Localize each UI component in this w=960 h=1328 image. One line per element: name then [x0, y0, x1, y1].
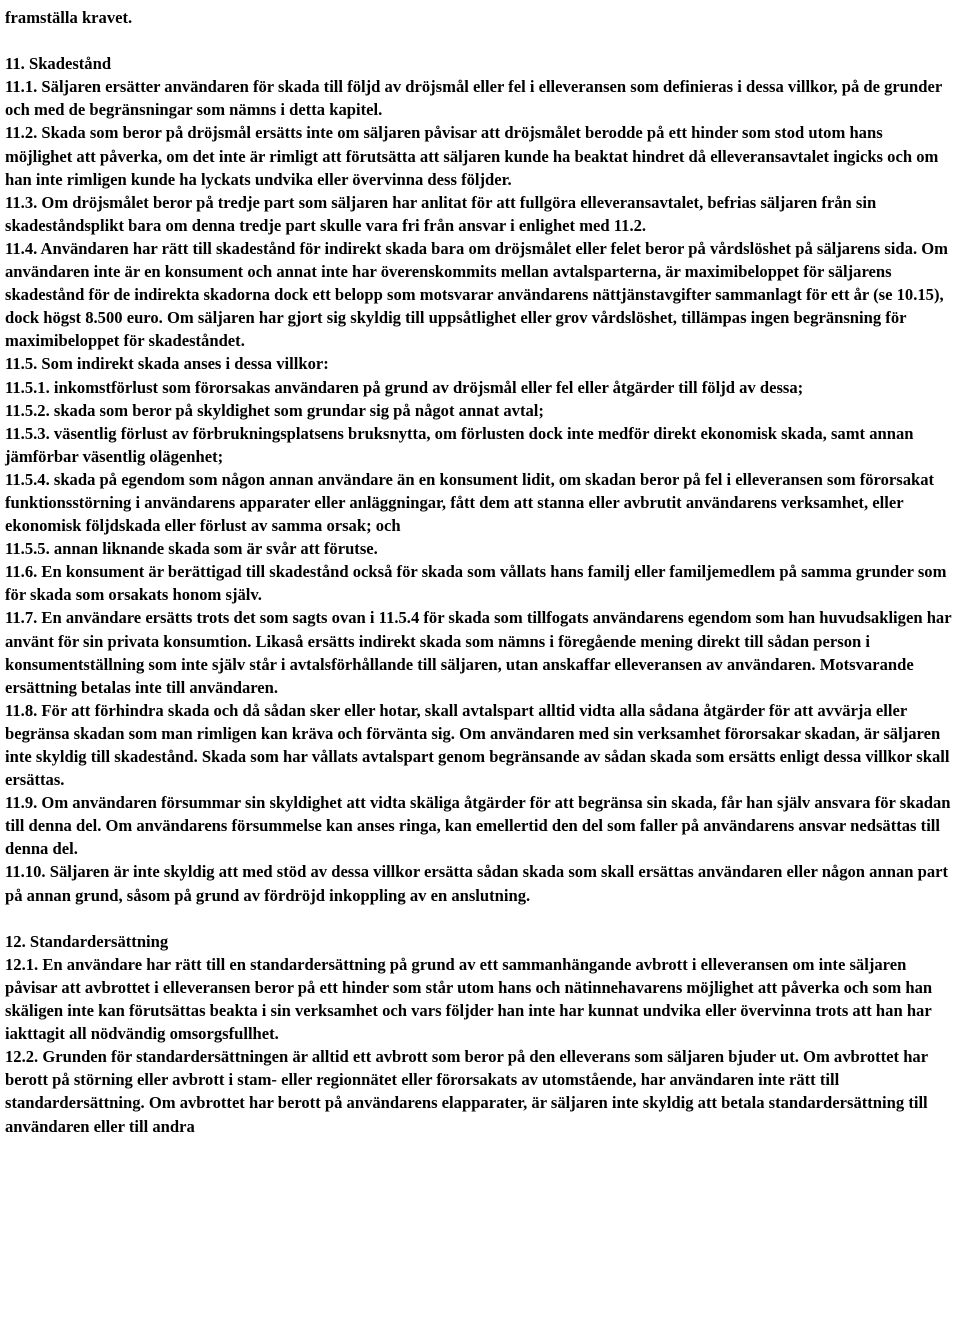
clause-11-5-3: 11.5.3. väsentlig förlust av förbrukningsplatsens bruksnytta, om förlusten dock inte medför direkt ekonomisk skada, samt annan jämförbar väsentlig olägenhet;: [5, 423, 914, 466]
clause-11-2: 11.2. Skada som beror på dröjsmål ersätts inte om säljaren påvisar att dröjsmålet berodde på ett hinder som stod utom hans möjlighet att påverka, om det inte är rimligt att förutsätta att säljaren kunde ha beaktat hindret då elleveransavtalet ingicks och om han inte rimligen kunde ha lyckats undvika eller övervinna dess följder.: [5, 123, 939, 189]
section-heading: 11. Skadestånd: [5, 54, 112, 74]
clause-11-1: 11.1. Säljaren ersätter användaren för skada till följd av dröjsmål eller fel i elleveransen som definieras i dessa villkor, på de grunder och med de begränsningar som nämns i detta kapitel.: [5, 77, 942, 120]
clause-11-5-2: 11.5.2. skada som beror på skyldighet som grundar sig på något annat avtal;: [5, 400, 544, 420]
clause-11-6: 11.6. En konsument är berättigad till skadestånd också för skada som vållats hans familj eller familjemedlem på samma grunder som för skada som orsakats honom själv.: [5, 562, 947, 605]
text-line: framställa kravet.: [5, 8, 133, 27]
clause-11-3: 11.3. Om dröjsmålet beror på tredje part som säljaren har anlitat för att fullgöra elleveransavtalet, befrias säljaren från sin skadeståndsplikt bara om denna tredje part skulle vara fri från ansvar i enlighet med 11.2.: [5, 192, 877, 235]
clause-11-4: 11.4. Användaren har rätt till skadestånd för indirekt skada bara om dröjsmålet eller felet beror på vårdslöshet på säljarens sida. Om användaren inte är en konsument och annat inte har överenskommits mellan avtalsparterna, är maximibeloppet för säljarens skadestånd för de indirekta skadorna dock ett belopp som motsvarar användarens nättjänstavgifter sammanlagt för ett år (se 10.15), dock högst 8.500 euro. Om säljaren har gjort sig skyldig till uppsåtlighet eller grov vårdslöshet, tillämpas ingen begränsning för maximibeloppet för skadeståndet.: [5, 238, 948, 351]
document-page: [5, 6, 953, 1138]
clause-11-9: 11.9. Om användaren försummar sin skyldighet att vidta skäliga åtgärder för att begränsa sin skada, får han själv ansvara för skadan till denna del. Om användarens försummelse kan anses ringa, kan emellertid den del som faller på användarens ansvar nedsättas till denna del.: [5, 793, 951, 859]
clause-11-8: 11.8. För att förhindra skada och då sådan sker eller hotar, skall avtalspart alltid vidta alla sådana åtgärder för att avvärja eller begränsa skadan som man rimligen kan kräva och förvänta sig. Om användaren med sin verksamhet förorsakar skadan, är säljaren inte skyldig till skadestånd. Skada som har vållats avtalspart genom begränsande av sådan skada som ersätts enligt dessa villkor skall ersättas.: [5, 700, 950, 790]
blank-line: [5, 29, 953, 52]
blank-line: [5, 907, 953, 930]
clause-11-5-1: 11.5.1. inkomstförlust som förorsakas användaren på grund av dröjsmål eller fel eller åtgärder till följd av dessa;: [5, 377, 804, 397]
clause-12-2: 12.2. Grunden för standardersättningen är alltid ett avbrott som beror på den elleverans som säljaren bjuder ut. Om avbrottet har berott på störning eller avbrott i stam- eller regionnätet eller förorsakats av utomstående, har användaren inte rätt till standardersättning. Om avbrottet har berott på användarens elapparater, är säljaren inte skyldig att betala standardersättning till användaren eller till andra: [5, 1047, 928, 1136]
clause-11-5-4: 11.5.4. skada på egendom som någon annan användare än en konsument lidit, om skadan beror på fel i elleveransen som förorsakat funktionsstörning i användarens apparater eller anläggningar, fått dem att stanna eller avbrutit användarens verksamhet, eller ekonomisk följdskada eller förlust av samma orsak; och: [5, 469, 935, 536]
clause-11-7: 11.7. En användare ersätts trots det som sagts ovan i 11.5.4 för skada som tillfogats användarens egendom som han huvudsakligen har använt för sin privata konsumtion. Likaså ersätts indirekt skada som nämns i föregående mening direkt till sådan person i konsumentställning som inte själv står i avtalsförhållande till säljaren, utan anskaffar elleveransen av användaren. Motsvarande ersättning betalas inte till användaren.: [5, 608, 952, 697]
section-heading: 12. Standardersättning: [5, 931, 169, 951]
clause-11-5: 11.5. Som indirekt skada anses i dessa villkor:: [5, 354, 329, 374]
clause-11-5-5: 11.5.5. annan liknande skada som är svår att förutse.: [5, 539, 378, 559]
clause-12-1: 12.1. En användare har rätt till en standardersättning på grund av ett sammanhängande avbrott i elleveransen om inte säljaren påvisar att avbrottet i elleveransen beror på ett hinder som står utom hans och nätinnehavarens möjlighet att påverka och som han skäligen inte kan förutsättas beakta i sin verksamhet och vars följder han inte har kunnat undvika eller övervinna trots att han har iakttagit all nödvändig omsorgsfullhet.: [5, 954, 933, 1044]
clause-11-10: 11.10. Säljaren är inte skyldig att med stöd av dessa villkor ersätta sådan skada som skall ersättas användaren eller någon annan part på annan grund, såsom på grund av fördröjd inkoppling av en anslutning.: [5, 862, 949, 905]
